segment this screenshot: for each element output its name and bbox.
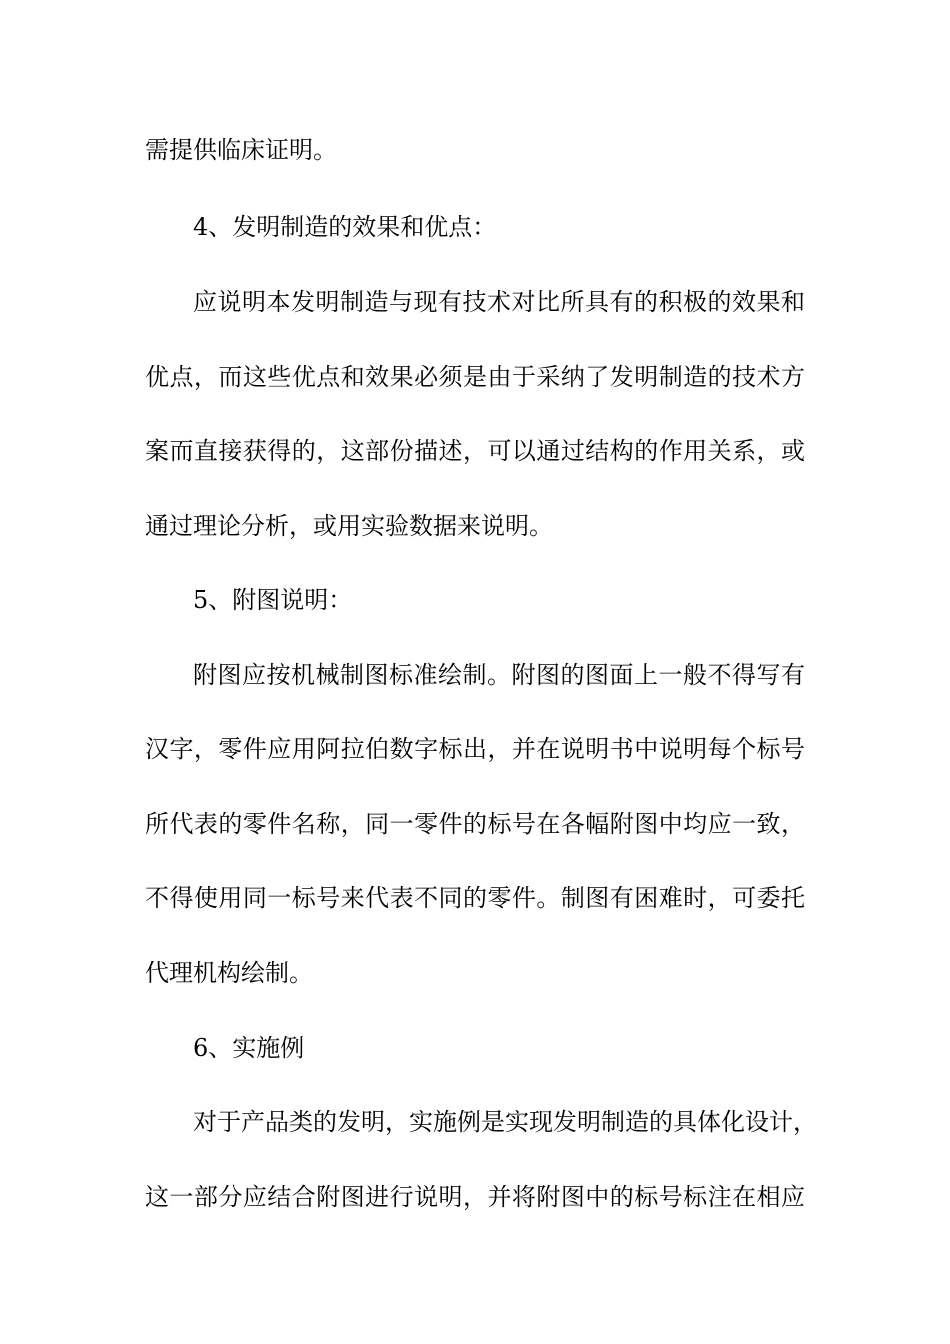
- paragraph-line: 需提供临床证明。: [145, 136, 337, 164]
- paragraph-line: 通过理论分析，或用实验数据来说明。: [145, 512, 553, 540]
- section-heading-drawings: 5、附图说明：: [193, 586, 353, 614]
- section-heading-embodiment: 6、实施例: [193, 1034, 305, 1062]
- paragraph-line: 对于产品类的发明，实施例是实现发明制造的具体化设计，: [193, 1108, 817, 1136]
- paragraph-line: 案而直接获得的，这部份描述，可以通过结构的作用关系，或: [145, 437, 805, 465]
- paragraph-line: 代理机构绘制。: [145, 959, 313, 987]
- paragraph-line: 应说明本发明制造与现有技术对比所具有的积极的效果和: [193, 288, 805, 316]
- section-heading-effects: 4、发明制造的效果和优点：: [193, 213, 497, 241]
- paragraph-line: 优点，而这些优点和效果必须是由于采纳了发明制造的技术方: [145, 363, 805, 391]
- paragraph-line: 附图应按机械制图标准绘制。附图的图面上一般不得写有: [193, 661, 805, 689]
- paragraph-line: 不得使用同一标号来代表不同的零件。制图有困难时，可委托: [145, 884, 805, 912]
- paragraph-line: 这一部分应结合附图进行说明，并将附图中的标号标注在相应: [145, 1183, 805, 1211]
- paragraph-line: 所代表的零件名称，同一零件的标号在各幅附图中均应一致，: [145, 810, 805, 838]
- paragraph-line: 汉字，零件应用阿拉伯数字标出，并在说明书中说明每个标号: [145, 735, 805, 763]
